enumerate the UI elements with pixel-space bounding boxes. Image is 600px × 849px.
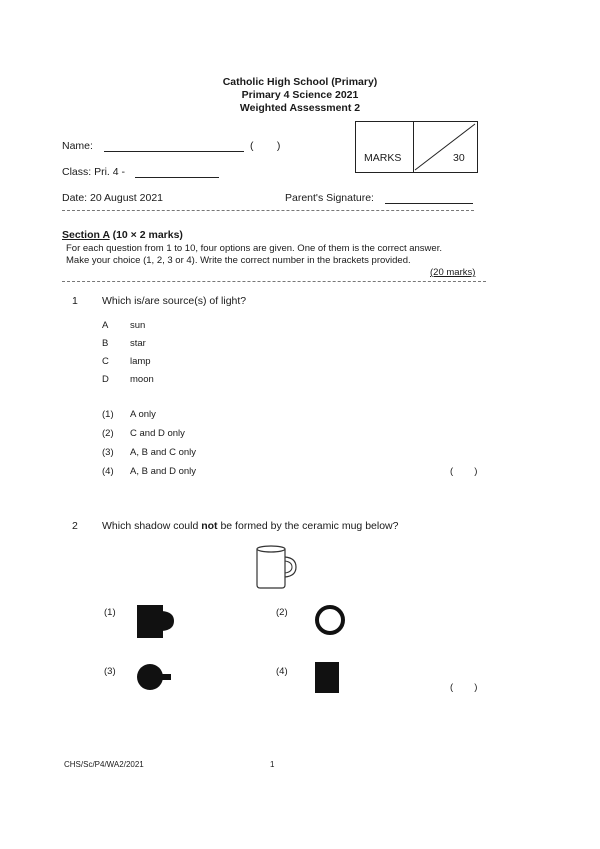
section-title: Section A [62,229,110,241]
q1-text: Which is/are source(s) of light? [102,295,247,307]
q1-item-a: A sun [102,320,146,331]
school-name: Catholic High School (Primary) [222,76,378,88]
q2-answer-bracket[interactable]: ( ) [450,682,478,693]
q1-item-b: B star [102,338,146,349]
header-separator [62,210,474,211]
marks-label: MARKS [364,152,402,164]
q2-option-2-label[interactable]: (2) [276,607,288,618]
section-marks-note: (10 × 2 marks) [112,229,183,241]
q2-text: Which shadow could not be formed by the ceramic mug below? [102,520,399,532]
q1-option-4[interactable]: (4) A, B and D only [102,466,197,477]
signature-label: Parent's Signature: [285,192,374,204]
subject-title: Primary 4 Science 2021 [241,89,359,101]
shadow-mug-side-icon [136,603,176,639]
q1-option-3[interactable]: (3) A, B and C only [102,447,197,458]
assessment-title: Weighted Assessment 2 [239,102,361,114]
q1-number: 1 [72,295,78,307]
q2-option-4-label[interactable]: (4) [276,666,288,677]
shadow-rectangle-icon [313,660,343,694]
name-label: Name: [62,140,93,152]
section-total-marks: (20 marks) [430,267,476,278]
section-instruction-1: For each question from 1 to 10, four options are given. One of them is the correct answer. [66,243,442,254]
q2-option-3-label[interactable]: (3) [104,666,116,677]
index-bracket: ( ) [250,140,281,152]
section-instruction-2: Make your choice (1, 2, 3 or 4). Write the correct number in the brackets provided. [66,255,411,266]
q1-option-1[interactable]: (1) A only [102,409,156,420]
ceramic-mug-image [252,542,300,592]
q1-item-d: D moon [102,374,154,385]
footer-code: CHS/Sc/P4/WA2/2021 [64,760,144,769]
section-separator [62,281,486,282]
q2-number: 2 [72,520,78,532]
name-line[interactable] [104,151,244,152]
marks-box [355,121,478,173]
class-line[interactable] [135,177,219,178]
class-label: Class: Pri. 4 - [62,166,126,178]
date-label: Date: 20 August 2021 [62,192,163,204]
q2-option-1-label[interactable]: (1) [104,607,116,618]
marks-total: 30 [453,152,465,164]
q1-option-2[interactable]: (2) C and D only [102,428,185,439]
marks-diagonal [413,122,477,172]
q1-answer-bracket[interactable]: ( ) [450,466,478,477]
signature-line[interactable] [385,203,473,204]
section-heading [62,229,183,241]
q1-item-c: C lamp [102,356,151,367]
shadow-ring-icon [313,603,347,637]
page-number: 1 [270,760,275,769]
shadow-circle-handle-icon [136,660,176,694]
